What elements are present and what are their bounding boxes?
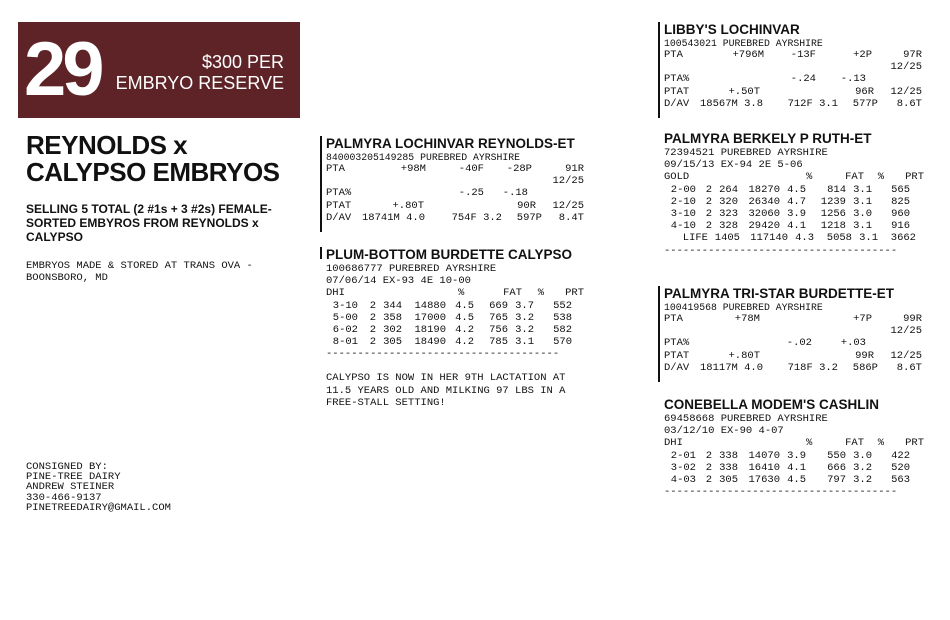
record-row <box>664 462 928 474</box>
record-cell: 17630 <box>748 473 780 486</box>
record-cell: 14880 <box>414 299 446 312</box>
storage-line-2: BOONSBORO, MD <box>26 272 108 285</box>
record-cell: 2-01 <box>670 449 696 462</box>
record-cell: 2 <box>705 461 712 474</box>
record-cell: 338 <box>719 461 738 474</box>
consignor-farm: PINE-TREE DAIRY <box>26 471 121 484</box>
dam-dam-reg: 69458668 PUREBRED AYRSHIRE <box>664 413 828 425</box>
record-cell: 18270 <box>748 183 780 196</box>
record-row <box>664 196 928 208</box>
record-cell: 422 <box>891 449 910 462</box>
subhead: SELLING 5 TOTAL (2 #1s + 3 #2s) FEMALE-SORTED EMBYROS FROM REYNOLDS x CALYPSO <box>26 202 272 244</box>
record-cell: 328 <box>719 220 738 233</box>
price-line-1: $300 PER <box>201 52 284 72</box>
dam-dam-table-header: DHI % FAT % PRT <box>664 437 924 450</box>
dam-note-1: CALYPSO IS NOW IN HER 9TH LACTATION AT <box>326 372 566 385</box>
record-cell: 358 <box>383 311 402 324</box>
record-cell: 3.2 <box>515 311 534 324</box>
record-cell: 302 <box>383 323 402 336</box>
dam-sire-reg: 100419568 PUREBRED AYRSHIRE <box>664 302 823 313</box>
record-row <box>326 324 606 336</box>
record-cell: 2 <box>369 311 376 324</box>
record-cell: 32060 <box>748 207 780 220</box>
record-row <box>326 312 606 324</box>
record-cell: 570 <box>553 336 572 349</box>
record-cell: 1218 <box>820 220 846 233</box>
price-line-2: EMBRYO RESERVE <box>115 73 284 93</box>
record-cell: 338 <box>719 449 738 462</box>
sire-section <box>320 136 596 232</box>
record-cell: 1256 <box>820 207 846 220</box>
record-cell: 2-10 <box>670 195 696 208</box>
record-cell: 4.1 <box>787 461 806 474</box>
dam-dam-table <box>664 413 928 498</box>
dam-dam-records <box>664 450 928 487</box>
record-cell: 3.1 <box>853 220 872 233</box>
dam-note-3: FREE-STALL SETTING! <box>326 396 446 409</box>
consignor-email: PINETREEDAIRY@GMAIL.COM <box>26 501 171 514</box>
record-cell: 563 <box>891 473 910 486</box>
sire-dam-divider: ------------------------------------- <box>664 244 898 257</box>
record-cell: 3.9 <box>787 449 806 462</box>
record-cell: 4.5 <box>455 299 474 312</box>
record-cell: 756 <box>489 323 508 336</box>
dam-dam-classification: 03/12/10 EX-90 4-07 <box>664 425 784 438</box>
record-cell: 3.2 <box>853 473 872 486</box>
record-cell: 305 <box>383 336 402 349</box>
record-row <box>664 208 928 220</box>
record-cell: 323 <box>719 207 738 220</box>
sire-sire-genetics: PTA +796M -13F +2P 97R 12/25 PTA% -.24 -.13 PTAT +.50T 96R 12/25 D/AV 18567M 3.8 712F 3.1 577P 8.6T <box>664 49 922 110</box>
record-row <box>664 220 928 232</box>
record-cell: 2 <box>705 195 712 208</box>
record-row <box>326 300 606 312</box>
record-cell: 18490 <box>414 336 446 349</box>
consignor-name: ANDREW STEINER <box>26 481 115 494</box>
record-cell: 4.1 <box>787 220 806 233</box>
sire-dam-reg: 72394521 PUREBRED AYRSHIRE <box>664 147 828 159</box>
sire-dam-block <box>664 131 928 257</box>
dam-records <box>326 300 606 349</box>
sire-dam-name: PALMYRA BERKELY P RUTH-ET <box>664 131 872 146</box>
record-cell: 16410 <box>748 461 780 474</box>
storage-info <box>26 260 253 284</box>
record-cell: 3.1 <box>853 195 872 208</box>
record-cell: 916 <box>891 220 910 233</box>
dam-divider: ------------------------------------- <box>326 348 560 361</box>
record-cell: 2 <box>705 473 712 486</box>
record-cell: 3.0 <box>853 449 872 462</box>
record-cell: 3.2 <box>515 323 534 336</box>
record-row <box>326 336 606 348</box>
storage-line-1: EMBRYOS MADE & STORED AT TRANS OVA - <box>26 260 253 272</box>
record-cell: 520 <box>891 461 910 474</box>
dam-name: PLUM-BOTTOM BURDETTE CALYPSO <box>326 247 573 262</box>
record-cell: 669 <box>489 299 508 312</box>
record-cell: 3.0 <box>853 207 872 220</box>
sire-reg: 840003205149285 PUREBRED AYRSHIRE <box>326 152 521 163</box>
dam-classification: 07/06/14 EX-93 4E 10-00 <box>326 275 471 288</box>
consignor-block <box>26 462 171 513</box>
record-cell: 1239 <box>820 195 846 208</box>
record-cell: 26340 <box>748 195 780 208</box>
record-cell: 2 <box>369 336 376 349</box>
record-row <box>664 474 928 486</box>
headline <box>26 132 280 186</box>
record-cell: 14070 <box>748 449 780 462</box>
record-cell: 4.2 <box>455 323 474 336</box>
sire-name: PALMYRA LOCHINVAR REYNOLDS-ET <box>326 136 575 151</box>
record-cell: 264 <box>719 183 738 196</box>
record-cell: 3-02 <box>670 461 696 474</box>
lot-box <box>18 22 300 118</box>
record-cell: 765 <box>489 311 508 324</box>
record-cell: 552 <box>553 299 572 312</box>
record-cell: 6-02 <box>332 323 358 336</box>
record-cell: 4.5 <box>455 311 474 324</box>
headline-line-1: REYNOLDS x <box>26 130 188 160</box>
record-cell: 2 <box>705 207 712 220</box>
headline-line-2: CALYPSO EMBRYOS <box>26 157 280 187</box>
record-cell: 2 <box>705 449 712 462</box>
record-cell: 797 <box>827 473 846 486</box>
record-cell: 2 <box>369 323 376 336</box>
record-cell: 2-00 <box>670 183 696 196</box>
sire-dam-table <box>664 147 928 257</box>
dam-table-header: DHI % FAT % PRT <box>326 287 584 300</box>
consignor-phone: 330-466-9137 <box>26 491 102 504</box>
record-cell: 565 <box>891 183 910 196</box>
dam-note-2: 11.5 YEARS OLD AND MILKING 97 LBS IN A <box>326 384 566 397</box>
sire-sire-name: LIBBY'S LOCHINVAR <box>664 22 800 37</box>
dam-sire-section <box>658 286 934 382</box>
record-cell: 4.5 <box>787 473 806 486</box>
record-cell: 4.5 <box>787 183 806 196</box>
record-cell: 825 <box>891 195 910 208</box>
sire-sire-reg: 100543021 PUREBRED AYRSHIRE <box>664 38 823 49</box>
sire-dam-table-header: GOLD % FAT % PRT <box>664 171 924 184</box>
lot-number: 29 <box>24 27 101 112</box>
record-cell: 960 <box>891 207 910 220</box>
record-cell: 3-10 <box>332 299 358 312</box>
record-cell: 3.1 <box>515 336 534 349</box>
record-cell: 538 <box>553 311 572 324</box>
record-cell: 2 <box>705 183 712 196</box>
sire-dam-life: LIFE 1405 117140 4.3 5058 3.1 3662 <box>682 232 916 245</box>
record-cell: 2 <box>705 220 712 233</box>
record-cell: 5-00 <box>332 311 358 324</box>
record-cell: 2 <box>369 299 376 312</box>
record-cell: 3-10 <box>670 207 696 220</box>
sire-dam-records <box>664 184 928 233</box>
record-cell: 3.2 <box>853 461 872 474</box>
record-cell: 4-10 <box>670 220 696 233</box>
dam-sire-name: PALMYRA TRI-STAR BURDETTE-ET <box>664 286 894 301</box>
record-cell: 4-03 <box>670 473 696 486</box>
record-cell: 550 <box>827 449 846 462</box>
dam-dam-name: CONEBELLA MODEM'S CASHLIN <box>664 397 879 412</box>
record-row <box>664 450 928 462</box>
dam-reg: 100686777 PUREBRED AYRSHIRE <box>326 263 497 275</box>
record-cell: 320 <box>719 195 738 208</box>
record-cell: 29420 <box>748 220 780 233</box>
record-row <box>664 184 928 196</box>
record-cell: 344 <box>383 299 402 312</box>
consignor-label: CONSIGNED BY: <box>26 461 108 473</box>
record-cell: 785 <box>489 336 508 349</box>
record-cell: 814 <box>827 183 846 196</box>
record-cell: 3.7 <box>515 299 534 312</box>
sire-genetics: PTA +98M -40F -28P 91R 12/25 PTA% -.25 -.18 PTAT +.80T 90R 12/25 D/AV 18741M 4.0 754F 3.2 597P 8.4T <box>326 163 584 224</box>
dam-dam-block <box>664 397 928 498</box>
dam-table <box>326 263 606 409</box>
record-cell: 3.9 <box>787 207 806 220</box>
record-cell: 4.7 <box>787 195 806 208</box>
dam-dam-divider: ------------------------------------- <box>664 486 898 499</box>
dam-block <box>326 247 606 409</box>
record-cell: 666 <box>827 461 846 474</box>
record-cell: 3.1 <box>853 183 872 196</box>
sire-dam-classification: 09/15/13 EX-94 2E 5-06 <box>664 159 803 172</box>
lot-price <box>116 52 284 94</box>
record-cell: 582 <box>553 323 572 336</box>
record-cell: 17000 <box>414 311 446 324</box>
sire-sire-section <box>658 22 934 118</box>
dam-sire-genetics: PTA +78M +7P 99R 12/25 PTA% -.02 +.03 PTAT +.80T 99R 12/25 D/AV 18117M 4.0 718F 3.2 586P 8.6T <box>664 313 922 374</box>
record-cell: 8-01 <box>332 336 358 349</box>
record-cell: 4.2 <box>455 336 474 349</box>
record-cell: 305 <box>719 473 738 486</box>
record-cell: 18190 <box>414 323 446 336</box>
